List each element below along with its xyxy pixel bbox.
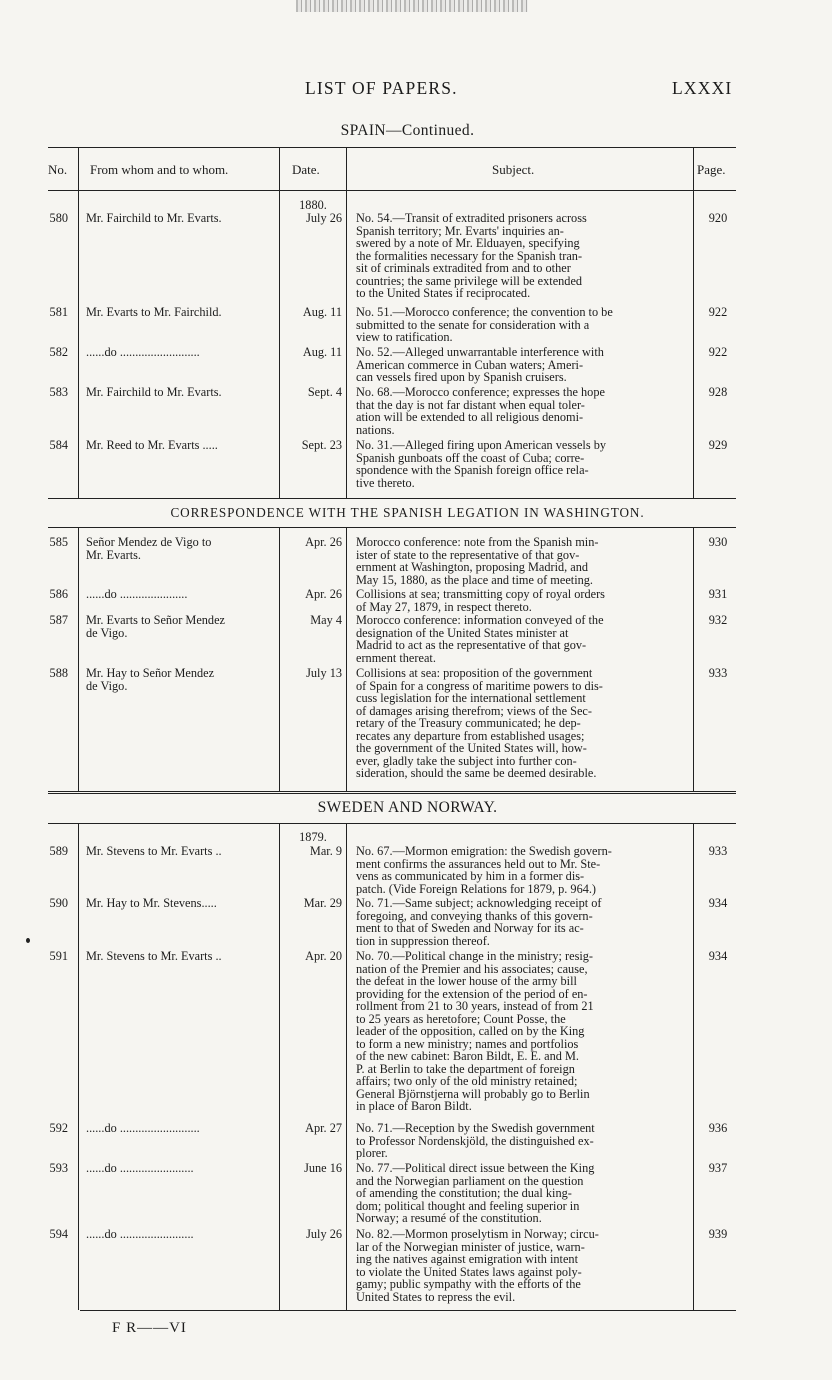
row-593-subject: No. 77.—Political direct issue between the King and the Norwegian parliament on the question of amending the constitution; the dual king- dom; political thought and feeling superior in Norway; a resumé of the constitution. [356,1161,595,1225]
row-583-date: Sept. 4 [307,385,342,399]
row-588-date: July 13 [306,666,342,680]
row-586-no: 586 [49,587,68,601]
row-583-no: 583 [49,385,68,399]
col-rule-3c [346,823,347,1310]
col-header-page: Page. [697,162,726,177]
row-584-from: Mr. Reed to Mr. Evarts ..... [86,438,218,452]
col-header-date: Date. [292,162,320,177]
year-label-1879: 1879. [299,830,327,844]
spain-bottom-rule [48,498,736,499]
row-582-no: 582 [49,345,68,359]
row-587-no: 587 [49,613,68,627]
row-581-date: Aug. 11 [302,305,342,319]
row-593-from: ......do ........................ [86,1161,194,1175]
row-590-date: Mar. 29 [303,896,342,910]
legation-header-rule [48,527,736,528]
col-header-no: No. [48,162,68,177]
row-591-date: Apr. 20 [305,949,342,963]
section-heading-spain: SPAIN—Continued. [340,122,475,139]
col-rule-3a [346,147,347,498]
row-581-from: Mr. Evarts to Mr. Fairchild. [86,305,222,319]
page-roman-number: LXXXI [672,78,733,98]
row-586-page: 931 [708,587,728,601]
row-590-from: Mr. Hay to Mr. Stevens..... [86,896,217,910]
row-594-no: 594 [49,1227,68,1241]
row-583-page: 928 [708,385,728,399]
row-586-subject: Collisions at sea; transmitting copy of royal orders of May 27, 1879, in respect thereto. [356,587,605,614]
col-rule-2a [279,147,280,498]
row-582-from: ......do .......................... [86,345,200,359]
row-580-page: 920 [708,211,728,225]
row-586-from: ......do ...................... [86,587,188,601]
row-587-date: May 4 [310,613,342,627]
col-rule-4a [693,147,694,498]
col-rule-3b [346,527,347,791]
row-591-subject: No. 70.—Political change in the ministry; resig- nation of the Premier and his associates; cause, the defeat in the lower house of the army bill providing for the extension of the period of en- rollment from 21 to 30 years, instead of from 21 to 25 years as heretofore; Count Posse, the leader of the opposition, called on by the King to form a new ministry; names and portfolios of the new cabinet: Baron Bildt, E. E. and M. P. at Berlin to take the department of foreign affairs; two only of the old ministry retained; General Björnstjerna will probably go to Berlin in place of Baron Bildt. [356,949,594,1113]
row-592-no: 592 [49,1121,68,1135]
row-584-page: 929 [708,438,728,452]
header-bottom-rule [48,190,736,191]
row-587-from: Mr. Evarts to Señor Mendez de Vigo. [86,613,225,640]
row-594-subject: No. 82.—Mormon proselytism in Norway; circu- lar of the Norwegian minister of justice, warn- ing the natives against emigration with intent to violate the United States laws against poly- gamy; public sympathy with the efforts of the United States to repress the evil. [356,1227,599,1304]
row-594-from: ......do ........................ [86,1227,194,1241]
row-586-date: Apr. 26 [305,587,342,601]
row-592-page: 936 [708,1121,728,1135]
table-bottom-rule [80,1310,736,1311]
scan-smudge [296,0,528,12]
row-582-date: Aug. 11 [302,345,342,359]
row-581-subject: No. 51.—Morocco conference; the convention to be submitted to the senate for consideration with a view to ratification. [356,305,613,344]
row-584-date: Sept. 23 [301,438,342,452]
row-589-no: 589 [49,844,68,858]
row-588-no: 588 [49,666,68,680]
row-587-page: 932 [708,613,728,627]
col-rule-4c [693,823,694,1310]
row-584-no: 584 [49,438,68,452]
row-584-subject: No. 31.—Alleged firing upon American vessels by Spanish gunboats off the coast of Cuba; corre- spondence with the Spanish foreign office rela- tive thereto. [356,438,606,490]
row-592-subject: No. 71.—Reception by the Swedish government to Professor Nordenskjöld, the distinguished ex- plorer. [356,1121,595,1160]
row-581-page: 922 [708,305,728,319]
col-rule-2b [279,527,280,791]
row-585-date: Apr. 26 [305,535,342,549]
col-rule-1c [78,823,79,1310]
row-580-from: Mr. Fairchild to Mr. Evarts. [86,211,222,225]
row-589-from: Mr. Stevens to Mr. Evarts .. [86,844,222,858]
row-591-from: Mr. Stevens to Mr. Evarts .. [86,949,222,963]
row-594-page: 939 [708,1227,728,1241]
row-593-no: 593 [49,1161,68,1175]
row-585-subject: Morocco conference: note from the Spanish min- ister of state to the representative of that gov- ernment at Washington, proposing Madrid, and May 15, 1880, as the place and time of meeting. [356,535,599,587]
row-585-from: Señor Mendez de Vigo to Mr. Evarts. [86,535,212,562]
row-580-subject: No. 54.—Transit of extradited prisoners across Spanish territory; Mr. Evarts' inquiries an- swered by a note of Mr. Elduayen, specifying the formalities necessary for the Spanish tran- sit of criminals extradited from and to other countries; the same privilege will be extended to the United States if reciprocated. [356,211,587,300]
year-label-1880: 1880. [299,198,327,212]
row-590-no: 590 [49,896,68,910]
col-rule-2c [279,823,280,1310]
ink-dot-mark [26,938,30,943]
row-587-subject: Morocco conference: information conveyed of the designation of the United States minister at Madrid to act as the representative of that gov- ernment thereat. [356,613,604,665]
table-top-rule [48,147,736,148]
col-rule-4b [693,527,694,791]
col-header-from: From whom and to whom. [90,162,229,177]
row-588-subject: Collisions at sea: proposition of the government of Spain for a congress of maritime powers to dis- cuss legislation for the international settlement of damages arising therefrom; views of the Sec- retary of the Treasury communicated; he dep- recates any departure from established usages; the government of the United States will, how- ever, gladly take the subject into further con- sideration, should the same be deemed desirable. [356,666,603,780]
row-589-page: 933 [708,844,728,858]
row-588-from: Mr. Hay to Señor Mendez de Vigo. [86,666,215,693]
row-588-page: 933 [708,666,728,680]
row-585-page: 930 [708,535,728,549]
col-header-subject: Subject. [492,162,535,177]
row-593-page: 937 [708,1161,728,1175]
row-593-date: June 16 [304,1161,342,1175]
row-589-subject: No. 67.—Mormon emigration: the Swedish govern- ment confirms the assurances held out to Mr. Ste- vens as communicated by him in a former dis- patch. (Vide Foreign Relations for 1879, p. 964.) [356,844,612,896]
row-582-subject: No. 52.—Alleged unwarrantable interference with American commerce in Cuban waters; Ameri- can vessels fired upon by Spanish cruisers. [356,345,604,384]
row-580-no: 580 [49,211,68,225]
row-583-from: Mr. Fairchild to Mr. Evarts. [86,385,222,399]
footer-signature: F R——VI [112,1320,187,1336]
row-591-page: 934 [708,949,728,963]
section-heading-sweden: SWEDEN AND NORWAY. [317,799,498,816]
col-rule-1b [78,527,79,791]
row-582-page: 922 [708,345,728,359]
row-590-subject: No. 71.—Same subject; acknowledging receipt of foregoing, and conveying thanks of this govern- ment to that of Sweden and Norway for its ac- tion in suppression thereof. [356,896,602,948]
row-580-date: July 26 [306,211,342,225]
row-581-no: 581 [49,305,68,319]
legation-bottom-rule [48,791,736,794]
row-585-no: 585 [49,535,68,549]
page-title: LIST OF PAPERS. [305,78,458,98]
row-592-from: ......do .......................... [86,1121,200,1135]
row-590-page: 934 [708,896,728,910]
col-rule-1a [78,147,79,498]
row-589-date: Mar. 9 [309,844,342,858]
sweden-header-rule [48,823,736,824]
section-heading-legation: CORRESPONDENCE WITH THE SPANISH LEGATION IN WASHINGTON. [170,505,645,520]
row-591-no: 591 [49,949,68,963]
row-594-date: July 26 [306,1227,342,1241]
row-583-subject: No. 68.—Morocco conference; expresses the hope that the day is not far distant when equal toler- ation will be extended to all religious denomi- nations. [356,385,605,437]
row-592-date: Apr. 27 [305,1121,342,1135]
